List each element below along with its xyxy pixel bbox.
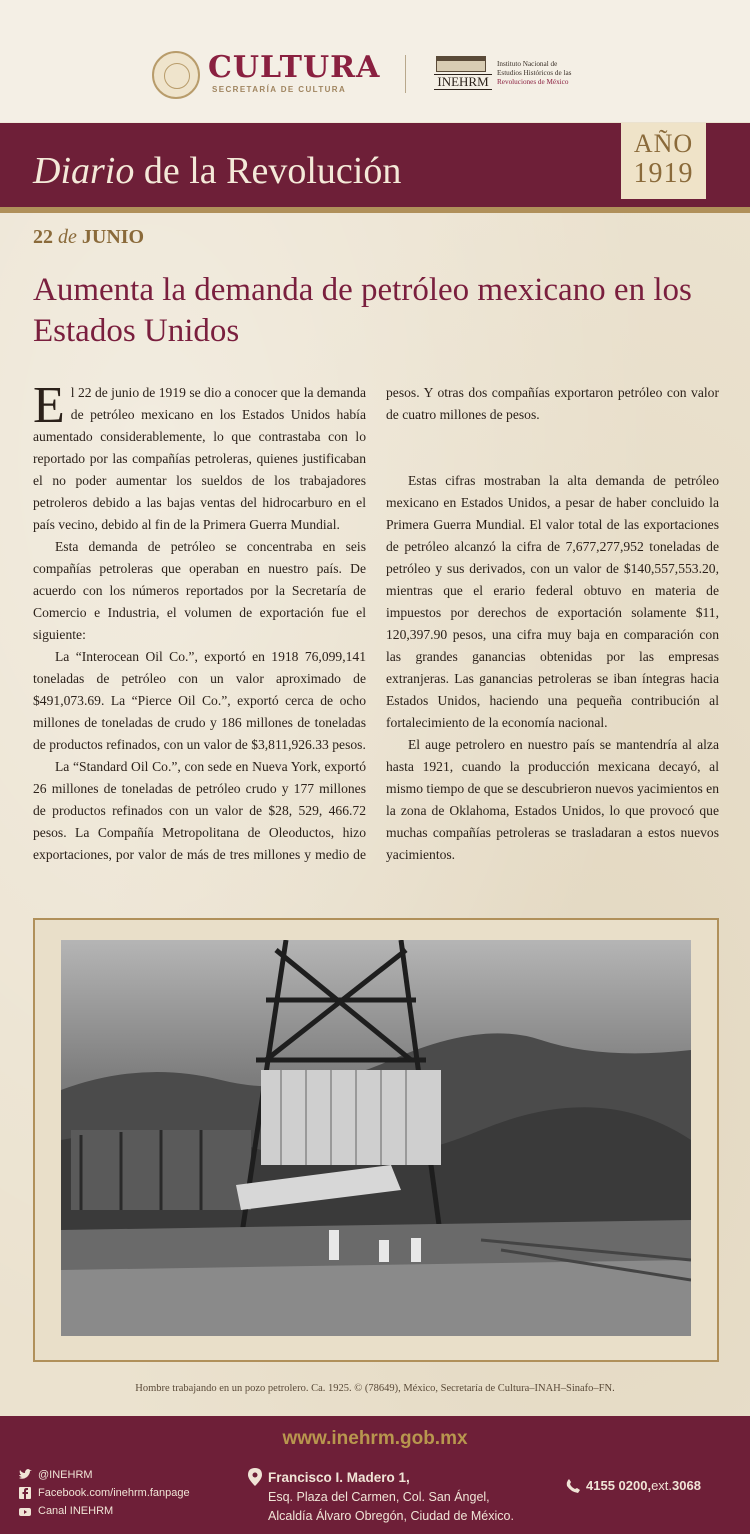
drop-cap: E — [33, 377, 65, 434]
date-day: 22 — [33, 226, 53, 248]
phone-icon — [566, 1479, 580, 1493]
paragraph-4: La “Standard Oil Co.”, con sede en Nueva York, exportó 26 millones de toneladas de petróleo crudo y 177 millones de productos refinados con un valor de $28, 529, 466.72 pesos. La Compañía Metropolitana de Oleoductos, hizo exportaciones, por valor de más de tres millones y medio de — [33, 759, 366, 862]
paragraph-3: La “Interocean Oil Co.”, exportó en 1918 76,099,141 toneladas de petróleo con un valor aproximado de $491,073.69. La “Pierce Oil Co.”, exportó cerca de ocho millones de toneladas de crudo y 186 millones de toneladas de productos refinados, con un valor de $3,811,926.33 pesos. — [33, 649, 366, 752]
twitter-handle: @INEHRM — [38, 1469, 93, 1481]
paragraph-4-continued — [386, 382, 719, 470]
address-line-2: Esq. Plaza del Carmen, Col. San Ángel, — [268, 1490, 490, 1504]
facebook-link[interactable] — [18, 1484, 190, 1502]
twitter-icon — [18, 1469, 32, 1481]
article-column-left — [33, 377, 366, 866]
phone-ext-label: ext. — [651, 1478, 673, 1493]
youtube-link[interactable] — [18, 1502, 190, 1520]
title-band — [0, 123, 750, 213]
year-label: AÑO — [633, 129, 694, 158]
year-value: 1919 — [633, 158, 694, 189]
phone-number: 4155 0200, — [586, 1478, 652, 1493]
facebook-page: Facebook.com/inehrm.fanpage — [38, 1487, 190, 1499]
title-rest: de la Revolución — [134, 150, 402, 192]
facebook-icon — [18, 1487, 32, 1499]
building-icon — [436, 56, 486, 72]
oil-derrick-illustration — [61, 940, 691, 1336]
paragraph-6: El auge petrolero en nuestro país se mantendría al alza hasta 1921, cuando la producción mexicana decayó, al mismo tiempo de que se descubrieron nuevos yacimientos en la zona de Oklahoma, Estados Unidos, lo que provocó que muchas compañías petroleras se trasladaran a estos nuevos yacimientos. — [386, 737, 719, 862]
logo-divider — [405, 55, 406, 93]
paragraph-4-text-continued: pesos. Y otras dos compañías exportaron petróleo con valor de cuatro millones de pesos. — [386, 385, 719, 422]
inehrm-line-1: Instituto Nacional de — [497, 60, 558, 68]
phone-extension: 3068 — [672, 1478, 701, 1493]
youtube-icon — [18, 1505, 32, 1517]
cultura-subtitle: SECRETARÍA DE CULTURA — [212, 85, 347, 94]
paragraph-2: Esta demanda de petróleo se concentraba en seis compañías petroleras que operaban en nuestro país. De acuerdo con los números reportados por la Secretaría de Comercio e Industria, el volumen de exportación fue el siguiente: — [33, 539, 366, 642]
photo-frame — [33, 918, 719, 1362]
paragraph-1 — [33, 377, 366, 536]
paragraph-5: Estas cifras mostraban la alta demanda de petróleo mexicano en Estados Unidos, a pesar de haber concluido la Primera Guerra Mundial. El valor total de las exportaciones de petróleo alcanzó la cifra de 7,677,277,952 toneladas de petróleo y sus derivados, con un valor de $140,557,553.20, mientras que el erario federal obtuvo en materia de impuestos por derechos de exportación solamente $11, 120,397.90 pesos, una cifra muy baja en comparación con las grandes ganancias obtenidas por las empresas extranjeras. Las ganancias petroleras se iban íntegras hacia Estados Unidos, haciendo una pequeña contribución al fortalecimiento de la economía nacional. — [386, 473, 719, 730]
footer — [0, 1416, 750, 1534]
youtube-channel: Canal INEHRM — [38, 1505, 114, 1517]
twitter-link[interactable] — [18, 1466, 190, 1484]
date-de: de — [58, 226, 77, 248]
address-street: Francisco I. Madero 1, — [268, 1470, 410, 1485]
logo-header — [0, 0, 750, 122]
cultura-logo-text: CULTURA — [208, 50, 381, 85]
inehrm-line-2: Estudios Históricos de las — [497, 69, 572, 77]
address — [248, 1468, 514, 1526]
phone-contact[interactable] — [566, 1478, 701, 1493]
date-month: JUNIO — [81, 226, 145, 248]
seal-icon — [152, 51, 200, 99]
paragraph-1-text: l 22 de junio de 1919 se dio a conocer que la demanda de petróleo mexicano en los Estados Unidos había aumentado considerablemente, lo que contrastaba con lo reportado por las compañías petroleras, quienes justificaban el no poder aumentar los sueldos de los trabajadores petroleros debido a las bajas ventas del hidrocarburo en el país vecino, debido al fin de la Primera Guerra Mundial. — [33, 385, 366, 532]
inehrm-logo-text: INEHRM — [434, 74, 492, 90]
social-links — [18, 1466, 190, 1520]
website-link[interactable]: www.inehrm.gob.mx — [282, 1428, 468, 1449]
address-line-3: Alcaldía Álvaro Obregón, Ciudad de México. — [268, 1509, 514, 1523]
article-date — [33, 226, 144, 249]
inehrm-fullname — [497, 60, 607, 87]
location-pin-icon — [248, 1468, 262, 1486]
photo-caption: Hombre trabajando en un pozo petrolero. Ca. 1925. © (78649), México, Secretaría de Cultura–INAH–Sinafo–FN. — [135, 1383, 615, 1394]
publication-title — [33, 149, 401, 193]
inehrm-line-3: Revoluciones de México — [497, 78, 569, 86]
year-badge — [621, 123, 706, 199]
article-column-right — [386, 382, 719, 866]
title-italic: Diario — [33, 150, 135, 192]
oil-derrick-photo — [61, 940, 691, 1336]
headline: Aumenta la demanda de petróleo mexicano en los Estados Unidos — [33, 272, 692, 349]
